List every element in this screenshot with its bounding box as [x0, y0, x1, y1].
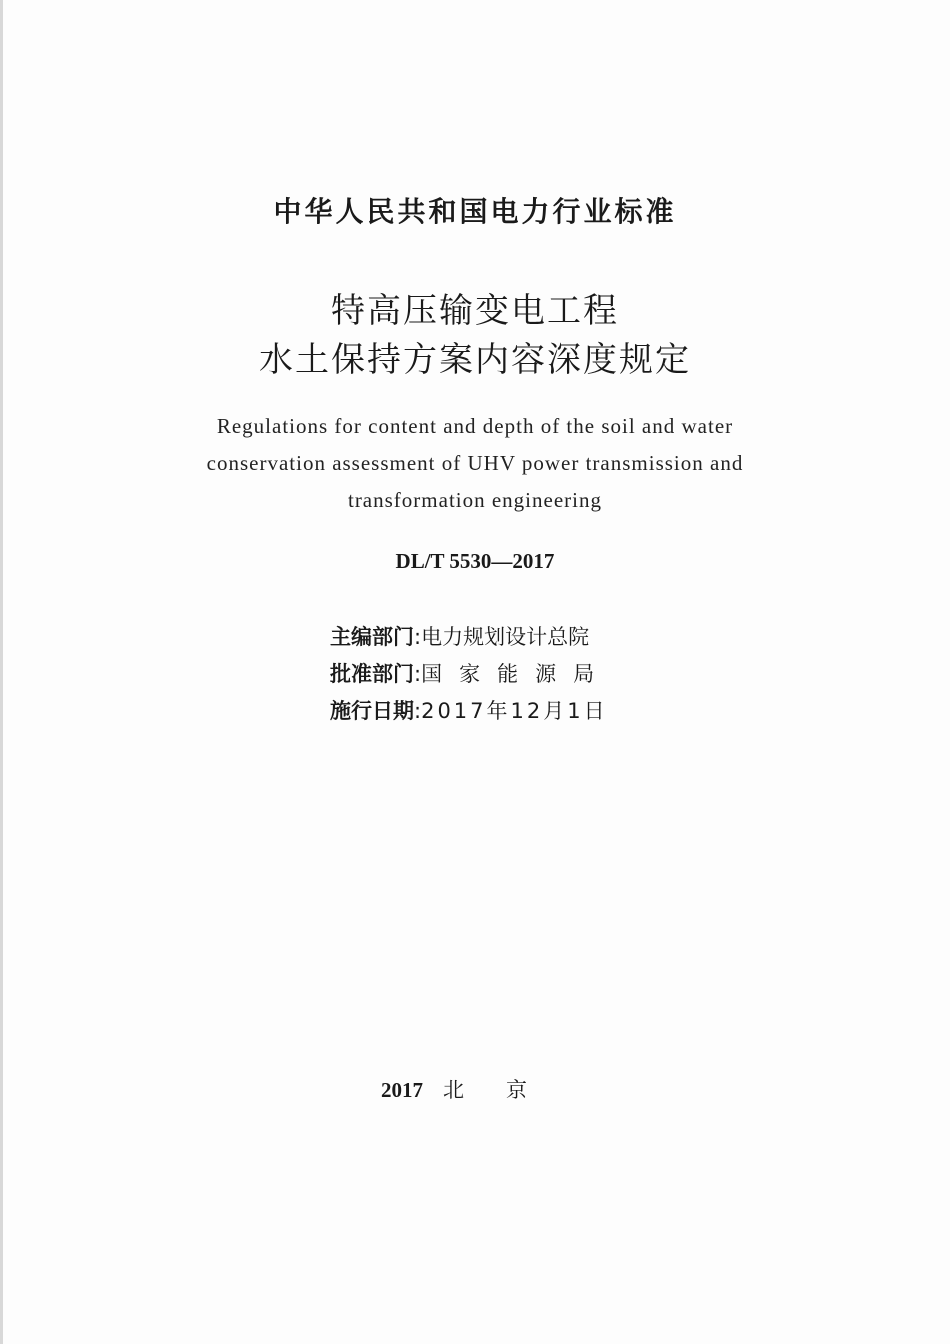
standard-code: DL/T 5530—2017: [395, 549, 555, 573]
editor-row: [330, 621, 670, 653]
document-title-line-2: 水土保持方案内容深度规定: [259, 340, 691, 380]
english-title-line-1: Regulations for content and depth of the soil and water: [216, 414, 734, 438]
english-title-line-3: transformation engineering: [347, 488, 602, 512]
editor-value: 电力规划设计总院: [421, 625, 590, 649]
document-title-line-1: 特高压输变电工程: [331, 291, 619, 331]
effective-date-row: [330, 695, 670, 727]
publication-city: 北京: [443, 1078, 569, 1102]
approver-row: [330, 658, 670, 690]
editor-label: 主编部门: [330, 625, 414, 649]
approver-value: 国家能源局: [421, 662, 612, 686]
approver-label: 批准部门: [330, 662, 414, 686]
editor-colon: :: [414, 625, 422, 649]
english-title-line-2: conservation assessment of UHV power transmission and: [206, 451, 744, 475]
publication-year: 2017: [381, 1078, 423, 1102]
effective-date-value: 2017年12月1日: [421, 699, 608, 723]
standard-category-heading: 中华人民共和国电力行业标准: [273, 195, 677, 228]
approver-colon: :: [414, 662, 422, 686]
publication-footer: [0, 1075, 950, 1105]
effective-date-colon: :: [414, 699, 422, 723]
effective-date-label: 施行日期: [330, 699, 414, 723]
